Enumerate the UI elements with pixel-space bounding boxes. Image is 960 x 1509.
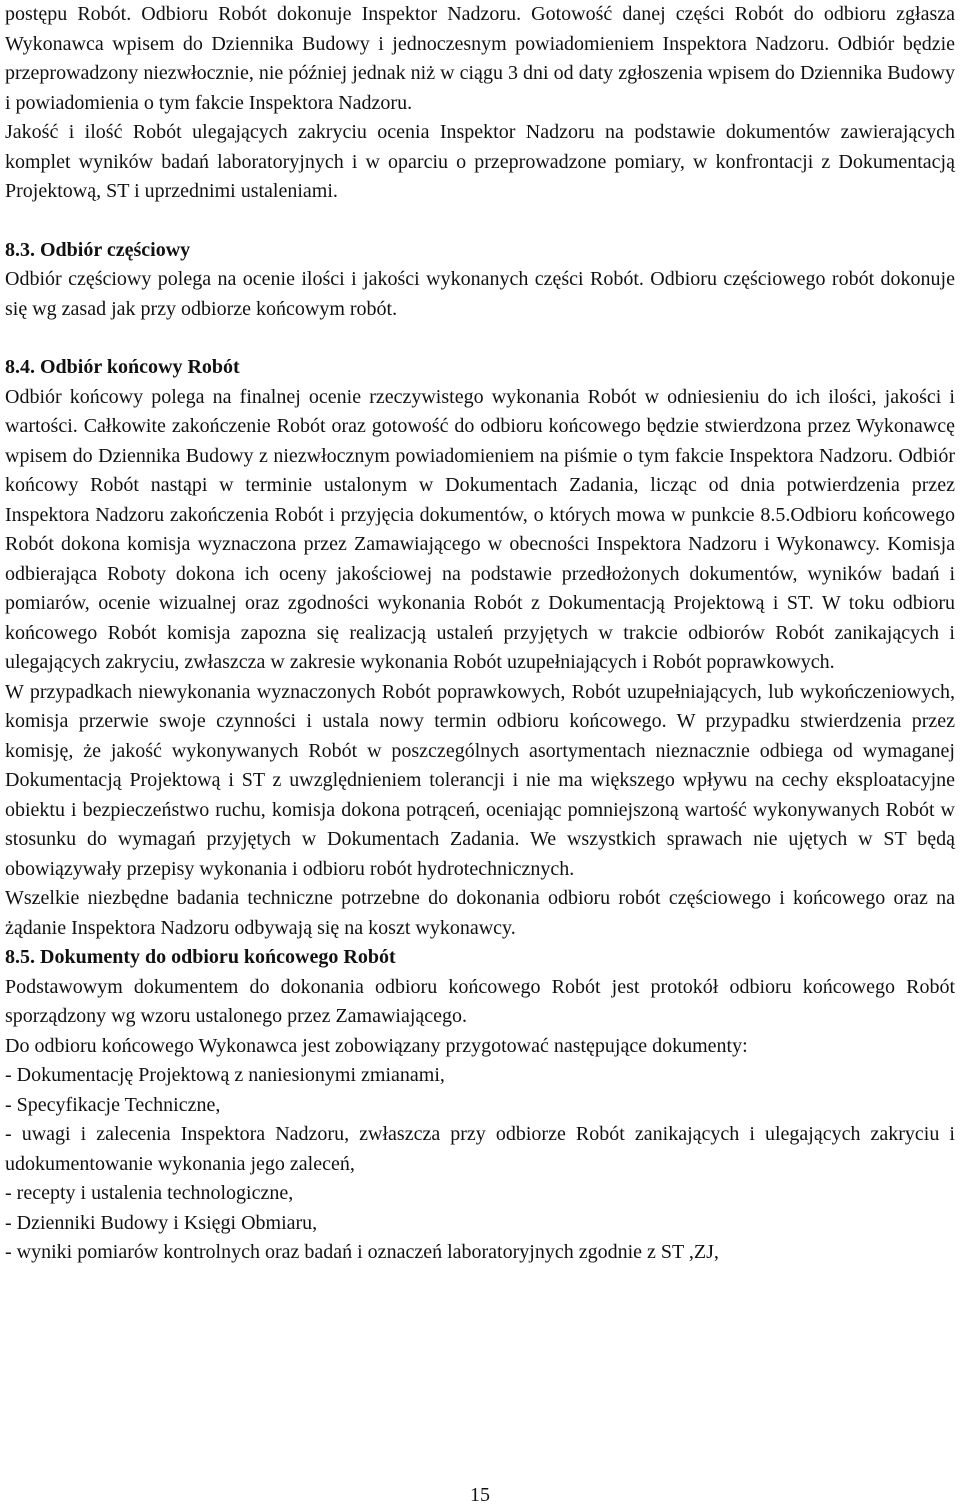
- section-8-5-heading: 8.5. Dokumenty do odbioru końcowego Robót: [5, 946, 396, 968]
- list-item: - wyniki pomiarów kontrolnych oraz badań i oznaczeń laboratoryjnych zgodnie z ST ,ZJ,: [5, 1241, 719, 1263]
- page-number: 15: [470, 1484, 490, 1506]
- list-item: - recepty i ustalenia technologiczne,: [5, 1182, 294, 1204]
- section-8-4-heading: 8.4. Odbiór końcowy Robót: [5, 356, 240, 378]
- section-8-4-body-1: Odbiór końcowy polega na finalnej ocenie rzeczywistego wykonania Robót w odniesieniu do ich ilości, jakości i wartości. Całkowite zakończenie Robót oraz gotowość do odbioru końcowego będzie stwierdzona przez Wykonawcę wpisem do Dziennika Budowy z niezwłocznym powiadomieniem na piśmie o tym fakcie Inspektora Nadzoru. Odbiór końcowy Robót nastąpi w terminie ustalonym w Dokumentach Zadania, licząc od dnia potwierdzenia przez Inspektora Nadzoru zakończenia Robót i przyjęcia dokumentów, o których mowa w punkcie 8.5.Odbioru końcowego Robót dokona komisja wyznaczona przez Zamawiającego w obecności Inspektora Nadzoru i Wykonawcy. Komisja odbierająca Roboty dokona ich oceny jakościowej na podstawie przedłożonych dokumentów, wyników badań i pomiarów, ocenie wizualnej oraz zgodności wykonania Robót z Dokumentacją Projektową i ST. W toku odbioru końcowego Robót komisja zapozna się realizacją ustaleń przyjętych w trakcie odbiorów Robót zanikających i ulegających zakryciu, zwłaszcza w zakresie wykonania Robót uzupełniających i Robót poprawkowych.: [5, 385, 955, 673]
- section-8-3-body: Odbiór częściowy polega na ocenie ilości i jakości wykonanych części Robót. Odbioru częściowego robót dokonuje się wg zasad jak przy odbiorze końcowym robót.: [5, 268, 955, 320]
- document-page: [5, 0, 955, 1268]
- quality-paragraph: Jakość i ilość Robót ulegających zakryciu ocenia Inspektor Nadzoru na podstawie dokumentów zawierających komplet wyników badań laboratoryjnych i w oparciu o przeprowadzone pomiary, w konfrontacji z Dokumentacją Projektową, ST i uprzednimi ustaleniami.: [5, 121, 955, 202]
- list-item: - Specyfikacje Techniczne,: [5, 1093, 221, 1116]
- list-item: - Dokumentację Projektową z naniesionymi zmianami,: [5, 1064, 445, 1086]
- list-item: - uwagi i zalecenia Inspektora Nadzoru, zwłaszcza przy odbiorze Robót zanikających i ulegających zakryciu i udokumentowanie wykonania jego zaleceń,: [5, 1123, 955, 1175]
- list-item: - Dzienniki Budowy i Księgi Obmiaru,: [5, 1211, 318, 1234]
- spacer: [5, 324, 955, 353]
- section-8-4-body-3: Wszelkie niezbędne badania techniczne potrzebne do dokonania odbioru robót częściowego i końcowego oraz na żądanie Inspektora Nadzoru odbywają się na koszt wykonawcy.: [5, 887, 955, 939]
- section-8-3-heading: 8.3. Odbiór częściowy: [5, 238, 191, 261]
- section-8-5-body-2: Do odbioru końcowego Wykonawca jest zobowiązany przygotować następujące dokumenty:: [5, 1034, 748, 1057]
- section-8-4-body-2: W przypadkach niewykonania wyznaczonych Robót poprawkowych, Robót uzupełniających, lub wykończeniowych, komisja przerwie swoje czynności i ustala nowy termin odbioru końcowego. W przypadku stwierdzenia przez komisję, że jakość wykonywanych Robót w poszczególnych asortymentach nieznacznie odbiega od wymaganej Dokumentacją Projektową i ST z uwzględnieniem tolerancji i nie ma większego wpływu na cechy eksploatacyjne obiektu i bezpieczeństwo ruchu, komisja dokona potrąceń, oceniając pomniejszoną wartość wykonywanych Robót w stosunku do wymagań przyjętych w Dokumentach Zadania. We wszystkich sprawach nie ujętych w ST będą obowiązywały przepisy wykonania i odbioru robót hydrotechnicznych.: [5, 680, 955, 880]
- section-8-5-body-1: Podstawowym dokumentem do dokonania odbioru końcowego Robót jest protokół odbioru końcowego Robót sporządzony wg wzoru ustalonego przez Zamawiającego.: [5, 975, 955, 1027]
- intro-paragraph: postępu Robót. Odbioru Robót dokonuje Inspektor Nadzoru. Gotowość danej części Robót do odbioru zgłasza Wykonawca wpisem do Dziennika Budowy i jednoczesnym powiadomieniem Inspektora Nadzoru. Odbiór będzie przeprowadzony niezwłocznie, nie później jednak niż w ciągu 3 dni od daty zgłoszenia wpisem do Dziennika Budowy i powiadomienia o tym fakcie Inspektora Nadzoru.: [5, 3, 955, 114]
- required-documents-list: [5, 1061, 955, 1268]
- spacer: [5, 207, 955, 236]
